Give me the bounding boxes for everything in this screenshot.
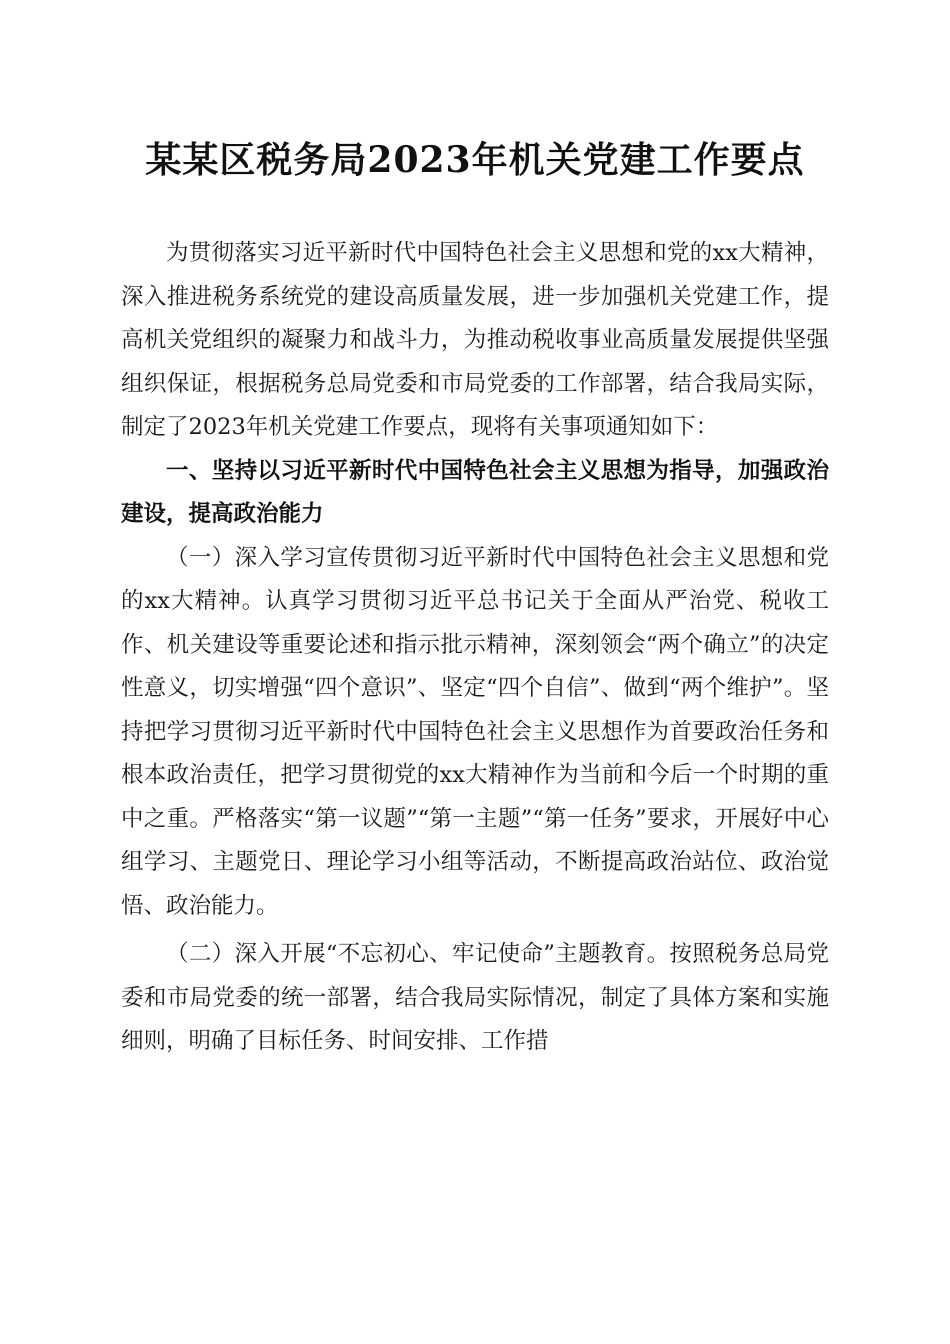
item-paragraph: （一）深入学习宣传贯彻习近平新时代中国特色社会主义思想和党的xx大精神。认真学习贯彻习近平总书记关于全面从严治党、税收工作、机关建设等重要论述和指示批示精神，深刻领会“两个确立”的决定性意义，切实增强“四个意识”、坚定“四个自信”、做到“两个维护”。坚持把学习贯彻习近平新时代中国特色社会主义思想作为首要政治任务和根本政治责任，把学习贯彻党的xx大精神作为当前和今后一个时期的重中之重。严格落实“第一议题”“第一主题”“第一任务”要求，开展好中心组学习、主题党日、理论学习小组等活动，不断提高政治站位、政治觉悟、政治能力。 xyxy=(121,544,829,919)
intro-paragraph: 为贯彻落实习近平新时代中国特色社会主义思想和党的xx大精神，深入推进税务系统党的建设高质量发展，进一步加强机关党建工作，提高机关党组织的凝聚力和战斗力，为推动税收事业高质量发展提供坚强组织保证，根据税务总局党委和市局党委的工作部署，结合我局实际，制定了2023年机关党建工作要点，现将有关事项通知如下： xyxy=(121,240,829,440)
document-title: 某某区税务局2023年机关党建工作要点 xyxy=(145,139,805,181)
item-paragraph: （二）深入开展“不忘初心、牢记使命”主题教育。按照税务总局党委和市局党委的统一部署，结合我局实际情况，制定了具体方案和实施细则，明确了目标任务、时间安排、工作措 xyxy=(121,941,829,1054)
section-heading: 一、坚持以习近平新时代中国特色社会主义思想为指导，加强政治建设，提高政治能力 xyxy=(121,457,829,527)
document-body xyxy=(121,232,829,1064)
